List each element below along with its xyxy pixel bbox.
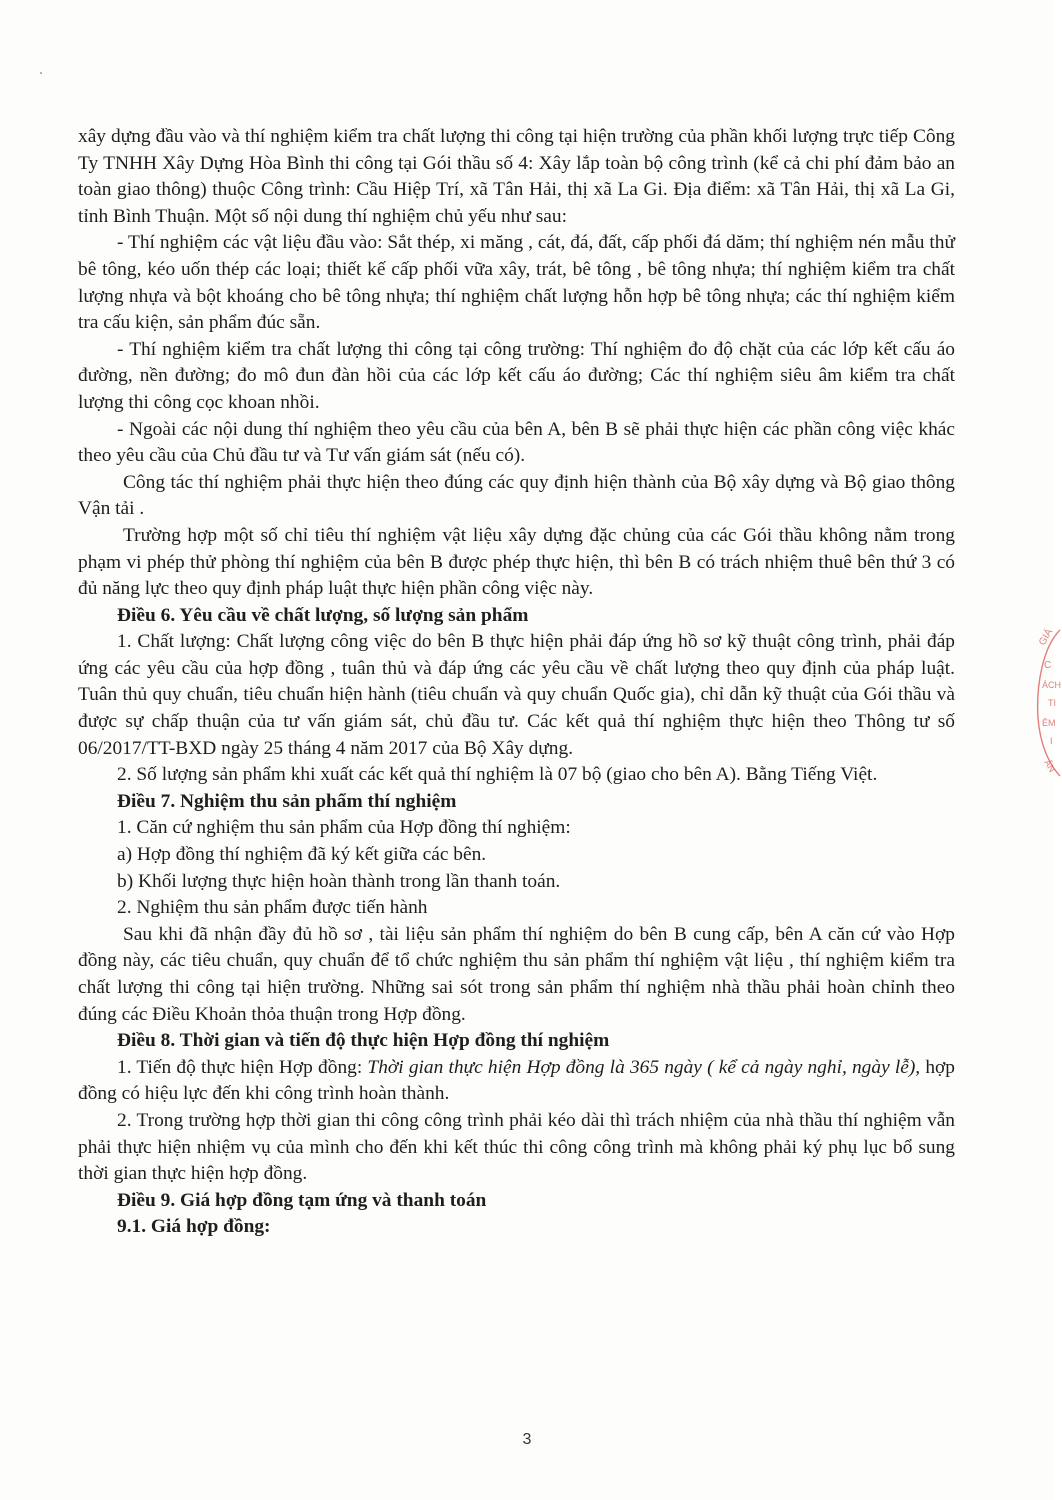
paragraph-schedule — [78, 1055, 955, 1108]
svg-text:C: C — [1044, 660, 1052, 671]
heading-section-9-1: 9.1. Giá hợp đồng: — [117, 1216, 271, 1238]
svg-text:TI: TI — [1048, 698, 1056, 708]
paragraph-extension: 2. Trong trường hợp thời gian thi công công trình phải kéo dài thì trách nhiệm của nhà thầu thí nghiệm vẫn phải thực hiện nhiệm vụ của mình cho đến khi kết thúc thi công công trình mà không phải ký phụ lục bổ sung thời gian thực hiện hợp đồng. — [78, 1109, 955, 1185]
schedule-lead: 1. Tiến độ thực hiện Hợp đồng: — [117, 1056, 368, 1078]
heading-article-7: Điều 7. Nghiệm thu sản phẩm thí nghiệm — [117, 790, 457, 812]
paragraph-acceptance-detail: Sau khi đã nhận đầy đủ hồ sơ , tài liệu sản phẩm thí nghiệm do bên B cung cấp, bên A căn cứ vào Hợp đồng này, các tiêu chuẩn, quy chuẩn để tổ chức nghiệm thu sản phẩm thí nghiệm vật liệu , thí nghiệm kiểm tra chất lượng thi công tại hiện trường. Những sai sót trong sản phẩm thí nghiệm nhà thầu phải hoàn chỉnh theo đúng các Điều Khoản thỏa thuận trong Hợp đồng. — [78, 923, 955, 1025]
heading-article-6: Điều 6. Yêu cầu về chất lượng, số lượng sản phẩm — [117, 604, 529, 626]
scan-speck — [40, 72, 42, 74]
svg-text:GIÁ: GIÁ — [1037, 627, 1056, 648]
paragraph-materials-tests: - Thí nghiệm các vật liệu đầu vào: Sắt thép, xi măng , cát, đá, đất, cấp phối đá dăm; thí nghiệm nén mẫu thử bê tông, kéo uốn thép các loại; thiết kế cấp phối vữa xây, trát, bê tông , bê tông nhựa; thí nghiệm kiểm tra chất lượng nhựa và bột khoáng cho bê tông nhựa; thí nghiệm chất lượng hỗn hợp bê tông nhựa; các thí nghiệm kiểm tra cấu kiện, sản phẩm đúc sẵn. — [78, 232, 955, 334]
red-stamp-fragment — [1022, 628, 1062, 778]
svg-text:ÂN: ÂN — [1042, 758, 1058, 774]
paragraph-quantity: 2. Số lượng sản phẩm khi xuất các kết quả thí nghiệm là 07 bộ (giao cho bên A). Bằng Tiếng Việt. — [117, 764, 878, 786]
page-number: 3 — [522, 1431, 532, 1448]
svg-text:I: I — [1050, 736, 1053, 746]
schedule-tail: hợp đồng có hiệu lực đến khi công trình hoàn thành. — [78, 1056, 955, 1105]
svg-text:ÁCH: ÁCH — [1042, 680, 1062, 690]
paragraph-regulations: Công tác thí nghiệm phải thực hiện theo đúng các quy định hiện thành của Bộ xây dựng và Bộ giao thông Vận tải . — [78, 471, 955, 520]
paragraph-site-tests: - Thí nghiệm kiểm tra chất lượng thi công tại công trường: Thí nghiệm đo độ chặt của các lớp kết cấu áo đường, nền đường; đo mô đun đàn hồi của các lớp kết cấu áo đường; Các thí nghiệm siêu âm kiểm tra chất lượng thi công cọc khoan nhồi. — [78, 338, 955, 413]
paragraph-item-b: b) Khối lượng thực hiện hoàn thành trong lần thanh toán. — [117, 870, 561, 892]
paragraph-other-tasks: - Ngoài các nội dung thí nghiệm theo yêu cầu của bên A, bên B sẽ phải thực hiện các phần công việc khác theo yêu cầu của Chủ đầu tư và Tư vấn giám sát (nếu có). — [78, 418, 955, 467]
schedule-duration: Thời gian thực hiện Hợp đồng là 365 ngày ( kể cả ngày nghỉ, ngày lễ), — [367, 1056, 921, 1078]
paragraph-item-a: a) Hợp đồng thí nghiệm đã ký kết giữa các bên. — [117, 844, 487, 866]
paragraph-third-party: Trường hợp một số chỉ tiêu thí nghiệm vật liệu xây dựng đặc chủng của các Gói thầu không nằm trong phạm vi phép thử phòng thí nghiệm của bên B được phép thực hiện, thì bên B có trách nhiệm thuê bên thứ 3 có đủ năng lực theo quy định pháp luật thực hiện phần công việc này. — [78, 524, 955, 600]
paragraph-intro: xây dựng đầu vào và thí nghiệm kiểm tra chất lượng thi công tại hiện trường của phần khối lượng trực tiếp Công Ty TNHH Xây Dựng Hòa Bình thi công tại Gói thầu số 4: Xây lắp toàn bộ công trình (kể cả chi phí đảm bảo an toàn giao thông) thuộc Công trình: Cầu Hiệp Trí, xã Tân Hải, thị xã La Gi. Địa điểm: xã Tân Hải, thị xã La Gi, tỉnh Bình Thuận. Một số nội dung thí nghiệm chủ yếu như sau: — [78, 126, 955, 227]
paragraph-quality: 1. Chất lượng: Chất lượng công việc do bên B thực hiện phải đáp ứng hồ sơ kỹ thuật công trình, phải đáp ứng các yêu cầu của hợp đồng , tuân thủ và đáp ứng các yêu cầu về chất lượng theo quy định của pháp luật. Tuân thủ quy chuẩn, tiêu chuẩn hiện hành (tiêu chuẩn và quy chuẩn Quốc gia), chỉ dẫn kỹ thuật của Gói thầu và được sự chấp thuận của tư vấn giám sát, chủ đầu tư. Các kết quả thí nghiệm thực hiện theo Thông tư số 06/2017/TT-BXD ngày 25 tháng 4 năm 2017 của Bộ Xây dựng. — [78, 631, 955, 759]
heading-article-8: Điều 8. Thời gian và tiến độ thực hiện Hợp đồng thí nghiệm — [117, 1030, 610, 1052]
heading-article-9: Điều 9. Giá hợp đồng tạm ứng và thanh toán — [117, 1189, 487, 1211]
svg-text:ÊM: ÊM — [1042, 718, 1056, 728]
paragraph-acceptance-process: 2. Nghiệm thu sản phẩm được tiến hành — [117, 897, 428, 919]
document-body — [78, 124, 955, 1241]
paragraph-acceptance-basis: 1. Căn cứ nghiệm thu sản phẩm của Hợp đồng thí nghiệm: — [117, 817, 571, 839]
